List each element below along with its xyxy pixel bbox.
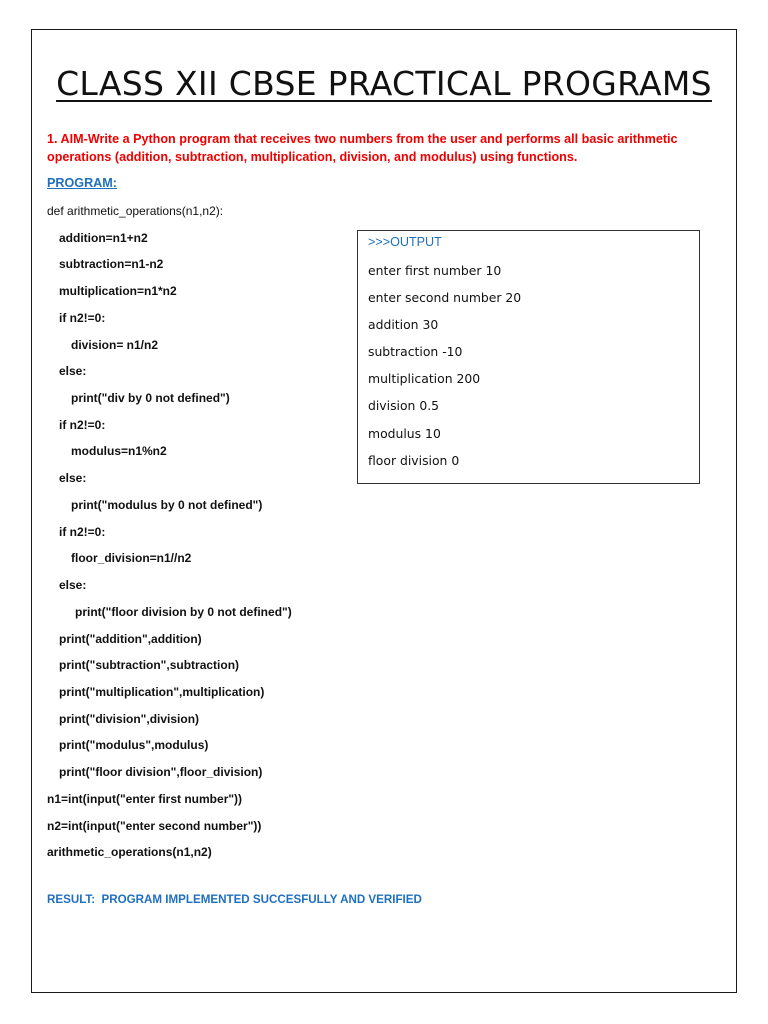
code-line: print("div by 0 not defined") xyxy=(71,391,230,406)
code-line: multiplication=n1*n2 xyxy=(59,284,177,299)
output-line: division 0.5 xyxy=(368,398,440,414)
code-line: print("modulus",modulus) xyxy=(59,738,209,753)
result-statement: RESULT: PROGRAM IMPLEMENTED SUCCESFULLY AND VERIFIED xyxy=(47,893,422,906)
output-line: enter second number 20 xyxy=(368,290,522,306)
output-box xyxy=(357,230,700,484)
code-line: addition=n1+n2 xyxy=(59,230,148,245)
page-title-text: CLASS XII CBSE PRACTICAL PROGRAMS xyxy=(56,64,712,103)
page-title xyxy=(31,62,737,106)
code-line: arithmetic_operations(n1,n2) xyxy=(47,845,212,860)
code-line: n1=int(input("enter first number")) xyxy=(47,791,243,806)
program-heading: PROGRAM: xyxy=(47,176,117,190)
code-line: print("floor division",floor_division) xyxy=(59,765,263,780)
code-line: print("subtraction",subtraction) xyxy=(59,658,240,673)
code-line: subtraction=n1-n2 xyxy=(59,257,164,272)
code-line: division= n1/n2 xyxy=(71,337,159,352)
code-line: else: xyxy=(59,364,87,379)
code-line: n2=int(input("enter second number")) xyxy=(47,818,262,833)
output-line: addition 30 xyxy=(368,317,439,333)
code-line: print("division",division) xyxy=(59,711,200,726)
code-line: print("multiplication",multiplication) xyxy=(59,684,265,699)
code-line: else: xyxy=(59,578,87,593)
output-line: subtraction -10 xyxy=(368,344,463,360)
code-line: print("modulus by 0 not defined") xyxy=(71,497,263,512)
output-lines xyxy=(368,262,521,479)
output-line: enter first number 10 xyxy=(368,263,502,278)
code-line: def arithmetic_operations(n1,n2): xyxy=(47,204,224,218)
code-line: if n2!=0: xyxy=(59,417,106,432)
code-line: floor_division=n1//n2 xyxy=(71,551,192,566)
aim-statement: 1. AIM-Write a Python program that receives two numbers from the user and performs all basic arithmetic operations (addition, subtraction, multiplication, division, and modulus) using functions. xyxy=(47,132,678,164)
code-line: modulus=n1%n2 xyxy=(71,444,167,459)
output-line: multiplication 200 xyxy=(368,371,481,387)
code-line: print("addition",addition) xyxy=(59,631,202,646)
code-listing xyxy=(47,202,292,870)
code-line: if n2!=0: xyxy=(59,310,106,325)
code-line: if n2!=0: xyxy=(59,524,106,539)
output-heading: >>>OUTPUT xyxy=(368,235,442,249)
output-line: floor division 0 xyxy=(368,452,460,468)
code-line: print("floor division by 0 not defined") xyxy=(75,604,292,619)
code-line: else: xyxy=(59,471,87,486)
output-line: modulus 10 xyxy=(368,425,441,441)
